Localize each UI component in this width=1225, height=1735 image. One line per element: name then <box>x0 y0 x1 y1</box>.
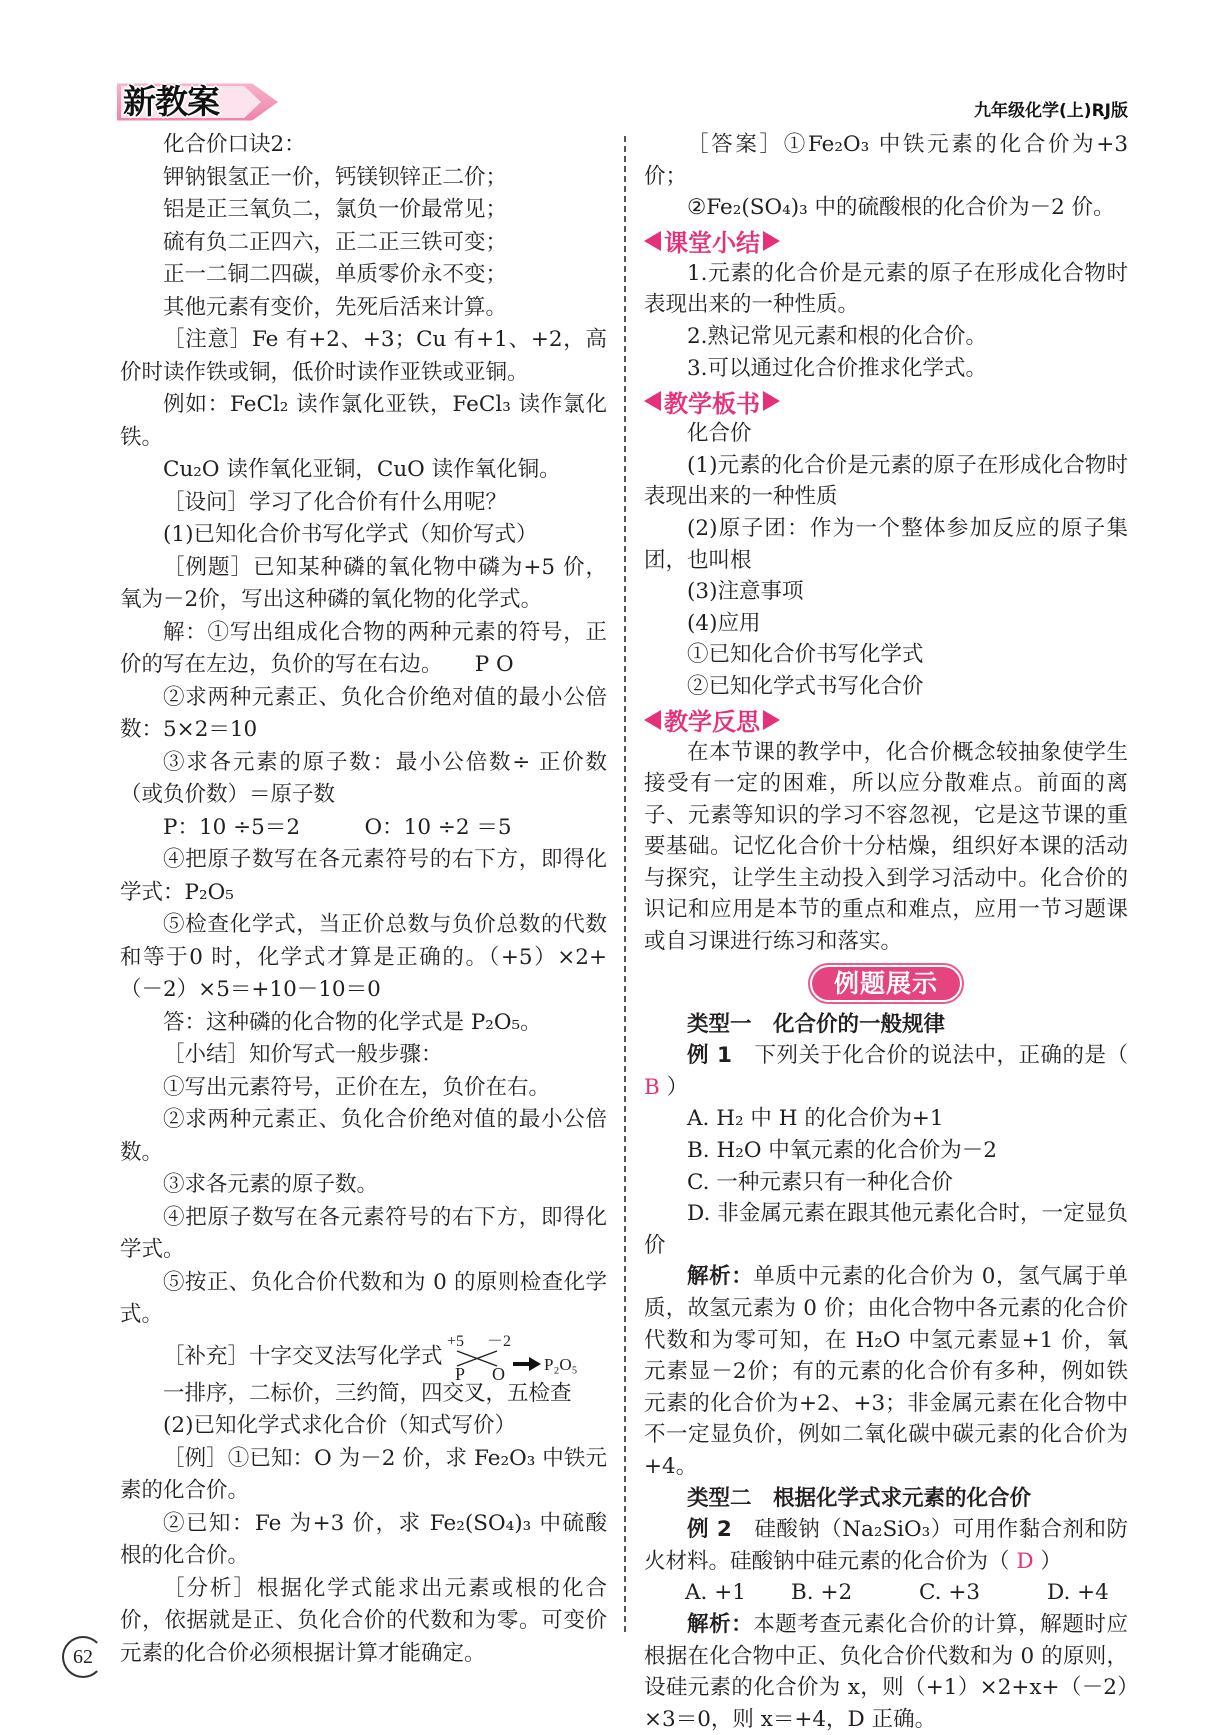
worked-example: ［例题］已知某种磷的氧化物中磷为+5 价，氧为－2价，写出这种磷的氧化物的化学式。 <box>120 554 607 612</box>
summary-step: ①写出元素符号，正价在左，负价在右。 <box>163 1074 551 1100</box>
example-1-stem <box>644 1040 1128 1103</box>
example-question: ［例］①已知：O 为－2 价，求 Fe₂O₃ 中铁元素的化合价。 <box>120 1445 607 1503</box>
summary-step: ②求两种元素正、负化合价绝对值的最小公倍数。 <box>120 1107 607 1165</box>
solution-step: ④把原子数写在各元素符号的右下方，即得化学式：P₂O₅ <box>120 847 607 905</box>
column-divider <box>624 136 626 1632</box>
solution-step: 解：①写出组成化合物的两种元素的符号，正价的写在左边，负价的写在右边。 P O <box>120 619 607 677</box>
option-d: D. 非金属元素在跟其他元素化合时，一定显负价 <box>644 1201 1128 1258</box>
example-label: 例 2 <box>687 1517 732 1543</box>
solution-step: ③求各元素的原子数：最小公倍数÷ 正价数（或负价数）＝原子数 <box>120 749 607 807</box>
board-item: (1)元素的化合价是元素的原子在形成化合物时表现出来的一种性质 <box>644 452 1128 510</box>
summary-step: ④把原子数写在各元素符号的右下方，即得化学式。 <box>120 1204 607 1262</box>
note-paragraph: ［注意］Fe 有+2、+3；Cu 有+1、+2，高价时读作铁或铜，低价时读作亚铁或亚铜。 <box>120 327 607 385</box>
question-paragraph: ［设问］学习了化合价有什么用呢？ <box>163 489 508 515</box>
board-item: (3)注意事项 <box>687 579 804 605</box>
board-item: ①已知化合价书写化学式 <box>687 642 924 668</box>
triangle-right-icon <box>763 710 780 730</box>
option-d: D. +4 <box>1047 1580 1109 1606</box>
symbol-o: O <box>491 1363 505 1384</box>
examples-banner-title: 例题展示 <box>812 967 960 1000</box>
left-column <box>120 129 607 1670</box>
summary-step: ③求各元素的原子数。 <box>163 1172 379 1197</box>
triangle-right-icon <box>763 231 780 251</box>
reflection-paragraph: 在本节课的教学中，化合价概念较抽象使学生接受有一定的困难，所以应分散难点。前面的离子、元素等知识的学习不容忽视，它是这节课的重要基础。记忆化合价十分枯燥，组织好本课的活动与探究，让学生主动投入到学习活动中。化合价的识记和应用是本节的重点和难点，应用一节习题课或自习课进行练习和落实。 <box>644 739 1128 955</box>
triangle-left-icon <box>644 231 661 251</box>
supplement-paragraph <box>120 1332 607 1384</box>
board-item: (2)原子团：作为一个整体参加反应的原子集团，也叫根 <box>644 515 1128 573</box>
answer-letter: D <box>1016 1548 1034 1574</box>
board-item: (4)应用 <box>687 610 761 636</box>
analysis-text: 单质中元素的化合价为 0，氢气属于单质，故氢元素为 0 价；由化合物中各元素的化合价代数和为零可知，在 H₂O 中氢元素显+1 价，氧元素显－2价；有的元素的化合价有多种，例如铁元素的化合价为+2、+3；非金属元素在化合物中不一定显负价，例如二氧化碳中碳元素的化合价为+4。 <box>644 1264 1128 1479</box>
type-heading: 类型二 根据化学式求元素的化合价 <box>687 1485 1032 1511</box>
option-a: A. +1 <box>685 1580 746 1606</box>
rhyme-line: 其他元素有变价，先死后活来计算。 <box>163 294 508 320</box>
rhyme-line: 正一二铜二四碳，单质零价永不变； <box>163 262 508 287</box>
triangle-right-icon <box>763 391 780 411</box>
board-item: ②已知化学式书写化合价 <box>687 673 924 699</box>
subheading: (1)已知化合价书写化学式（知价写式） <box>163 522 538 547</box>
summary-item: 2.熟记常见元素和根的化合价。 <box>687 323 988 349</box>
example-2-stem <box>644 1514 1128 1577</box>
option-c: C. 一种元素只有一种化合价 <box>687 1169 953 1195</box>
solution-calculation: P：10 ÷5＝2 O：10 ÷2 ＝5 <box>163 814 512 840</box>
stem-text: 硅酸钠（Na₂SiO₃）可用作黏合剂和防火材料。硅酸钠中硅元素的化合价为（ <box>644 1517 1128 1574</box>
page-number: 62 <box>62 1636 104 1678</box>
supplement-label: ［补充］十字交叉法写化学式 <box>163 1343 443 1369</box>
solution-step: ⑤检查化学式，当正价总数与负价总数的代数和等于0 时，化学式才算是正确的。（+5）×2+（－2）×5＝+10－10＝0 <box>120 912 607 1002</box>
analysis-text: 本题考查元素化合价的计算，解题时应根据在化合物中正、负化合价代数和为 0 的原则，设硅元素的化合价为 x，则（+1）×2+x+（－2）×3＝0，则 x＝+4，D 正确。 <box>644 1611 1128 1732</box>
analysis-paragraph: ［分析］根据化学式能求出元素或根的化合价，依据就是正、负化合价的代数和为零。可变价元素的化合价必须根据计算才能确定。 <box>120 1575 607 1666</box>
answer-letter: B <box>644 1074 660 1100</box>
section-heading-board <box>644 384 1128 418</box>
section-heading-reflection <box>644 703 1128 737</box>
option-c: C. +3 <box>919 1580 981 1606</box>
type-heading: 类型一 化合价的一般规律 <box>687 1011 946 1037</box>
rhyme-line: 硫有负二正四六，正二正三铁可变； <box>163 229 508 255</box>
examples-banner-frame <box>808 963 964 1004</box>
rhyme-line: 钾钠银氢正一价，钙镁钡锌正二价； <box>163 164 508 190</box>
solution-answer: 答：这种磷的化合物的化学式是 P₂O₅。 <box>163 1009 542 1035</box>
rhyme-title: 化合价口诀2： <box>163 132 306 157</box>
example-naming: Cu₂O 读作氧化亚铜，CuO 读作氧化铜。 <box>163 457 561 482</box>
example-1-analysis <box>644 1261 1128 1482</box>
arrow-right-icon <box>513 1357 541 1371</box>
triangle-left-icon <box>644 710 661 730</box>
stem-text: 下列关于化合价的说法中，正确的是（ <box>731 1043 1128 1069</box>
valence-o: －2 <box>486 1332 511 1350</box>
example-label: 例 1 <box>687 1043 732 1069</box>
valence-p: +5 <box>446 1332 464 1350</box>
summary-step: ⑤按正、负化合价代数和为 0 的原则检查化学式。 <box>120 1269 607 1327</box>
section-title: 课堂小结 <box>664 229 760 258</box>
series-logo <box>117 80 278 124</box>
right-column <box>644 129 1128 1735</box>
book-title: 九年级化学(上)RJ版 <box>974 101 1128 121</box>
triangle-left-icon <box>644 391 661 411</box>
solution-step: ②求两种元素正、负化合价绝对值的最小公倍数：5×2＝10 <box>120 684 607 742</box>
examples-banner <box>644 958 1128 1009</box>
answer-line: ［答案］①Fe₂O₃ 中铁元素的化合价为+3 价； <box>644 132 1128 189</box>
example-2-options <box>644 1577 1128 1609</box>
analysis-label: 解析： <box>687 1264 754 1290</box>
section-heading-summary <box>644 224 1128 258</box>
example-naming: 例如：FeCl₂ 读作氯化亚铁，FeCl₃ 读作氯化铁。 <box>120 392 607 450</box>
summary-heading: ［小结］知价写式一般步骤： <box>163 1042 443 1067</box>
cross-method-diagram <box>445 1332 585 1382</box>
logo-text: 新教案 <box>123 82 219 121</box>
subheading: (2)已知化学式求化合价（知式写价） <box>163 1413 516 1438</box>
answer-line: ②Fe₂(SO₄)₃ 中的硫酸根的化合价为－2 价。 <box>687 195 1115 221</box>
example-question: ②已知：Fe 为+3 价，求 Fe₂(SO₄)₃ 中硫酸根的化合价。 <box>120 1510 607 1568</box>
rhyme-line: 铝是正三氧负二，氯负一价最常见； <box>163 197 508 222</box>
mnemonic-steps: 一排序，二标价，三约简，四交叉，五检查 <box>163 1380 572 1406</box>
section-title: 教学反思 <box>664 708 760 736</box>
symbol-p: P <box>454 1363 465 1384</box>
example-2-analysis <box>644 1609 1128 1735</box>
section-title: 教学板书 <box>664 389 760 418</box>
cross-result: P₂O₅ <box>543 1354 578 1374</box>
option-b: B. +2 <box>791 1580 853 1606</box>
stem-close: ） <box>1033 1548 1062 1574</box>
analysis-label: 解析： <box>687 1611 754 1637</box>
stem-close: ） <box>659 1074 689 1100</box>
summary-item: 1.元素的化合价是元素的原子在形成化合物时表现出来的一种性质。 <box>644 260 1128 318</box>
board-item: 化合价 <box>687 421 752 447</box>
option-a: A. H₂ 中 H 的化合价为+1 <box>687 1106 944 1132</box>
option-b: B. H₂O 中氧元素的化合价为－2 <box>687 1138 997 1164</box>
summary-item: 3.可以通过化合价推求化学式。 <box>687 355 988 381</box>
